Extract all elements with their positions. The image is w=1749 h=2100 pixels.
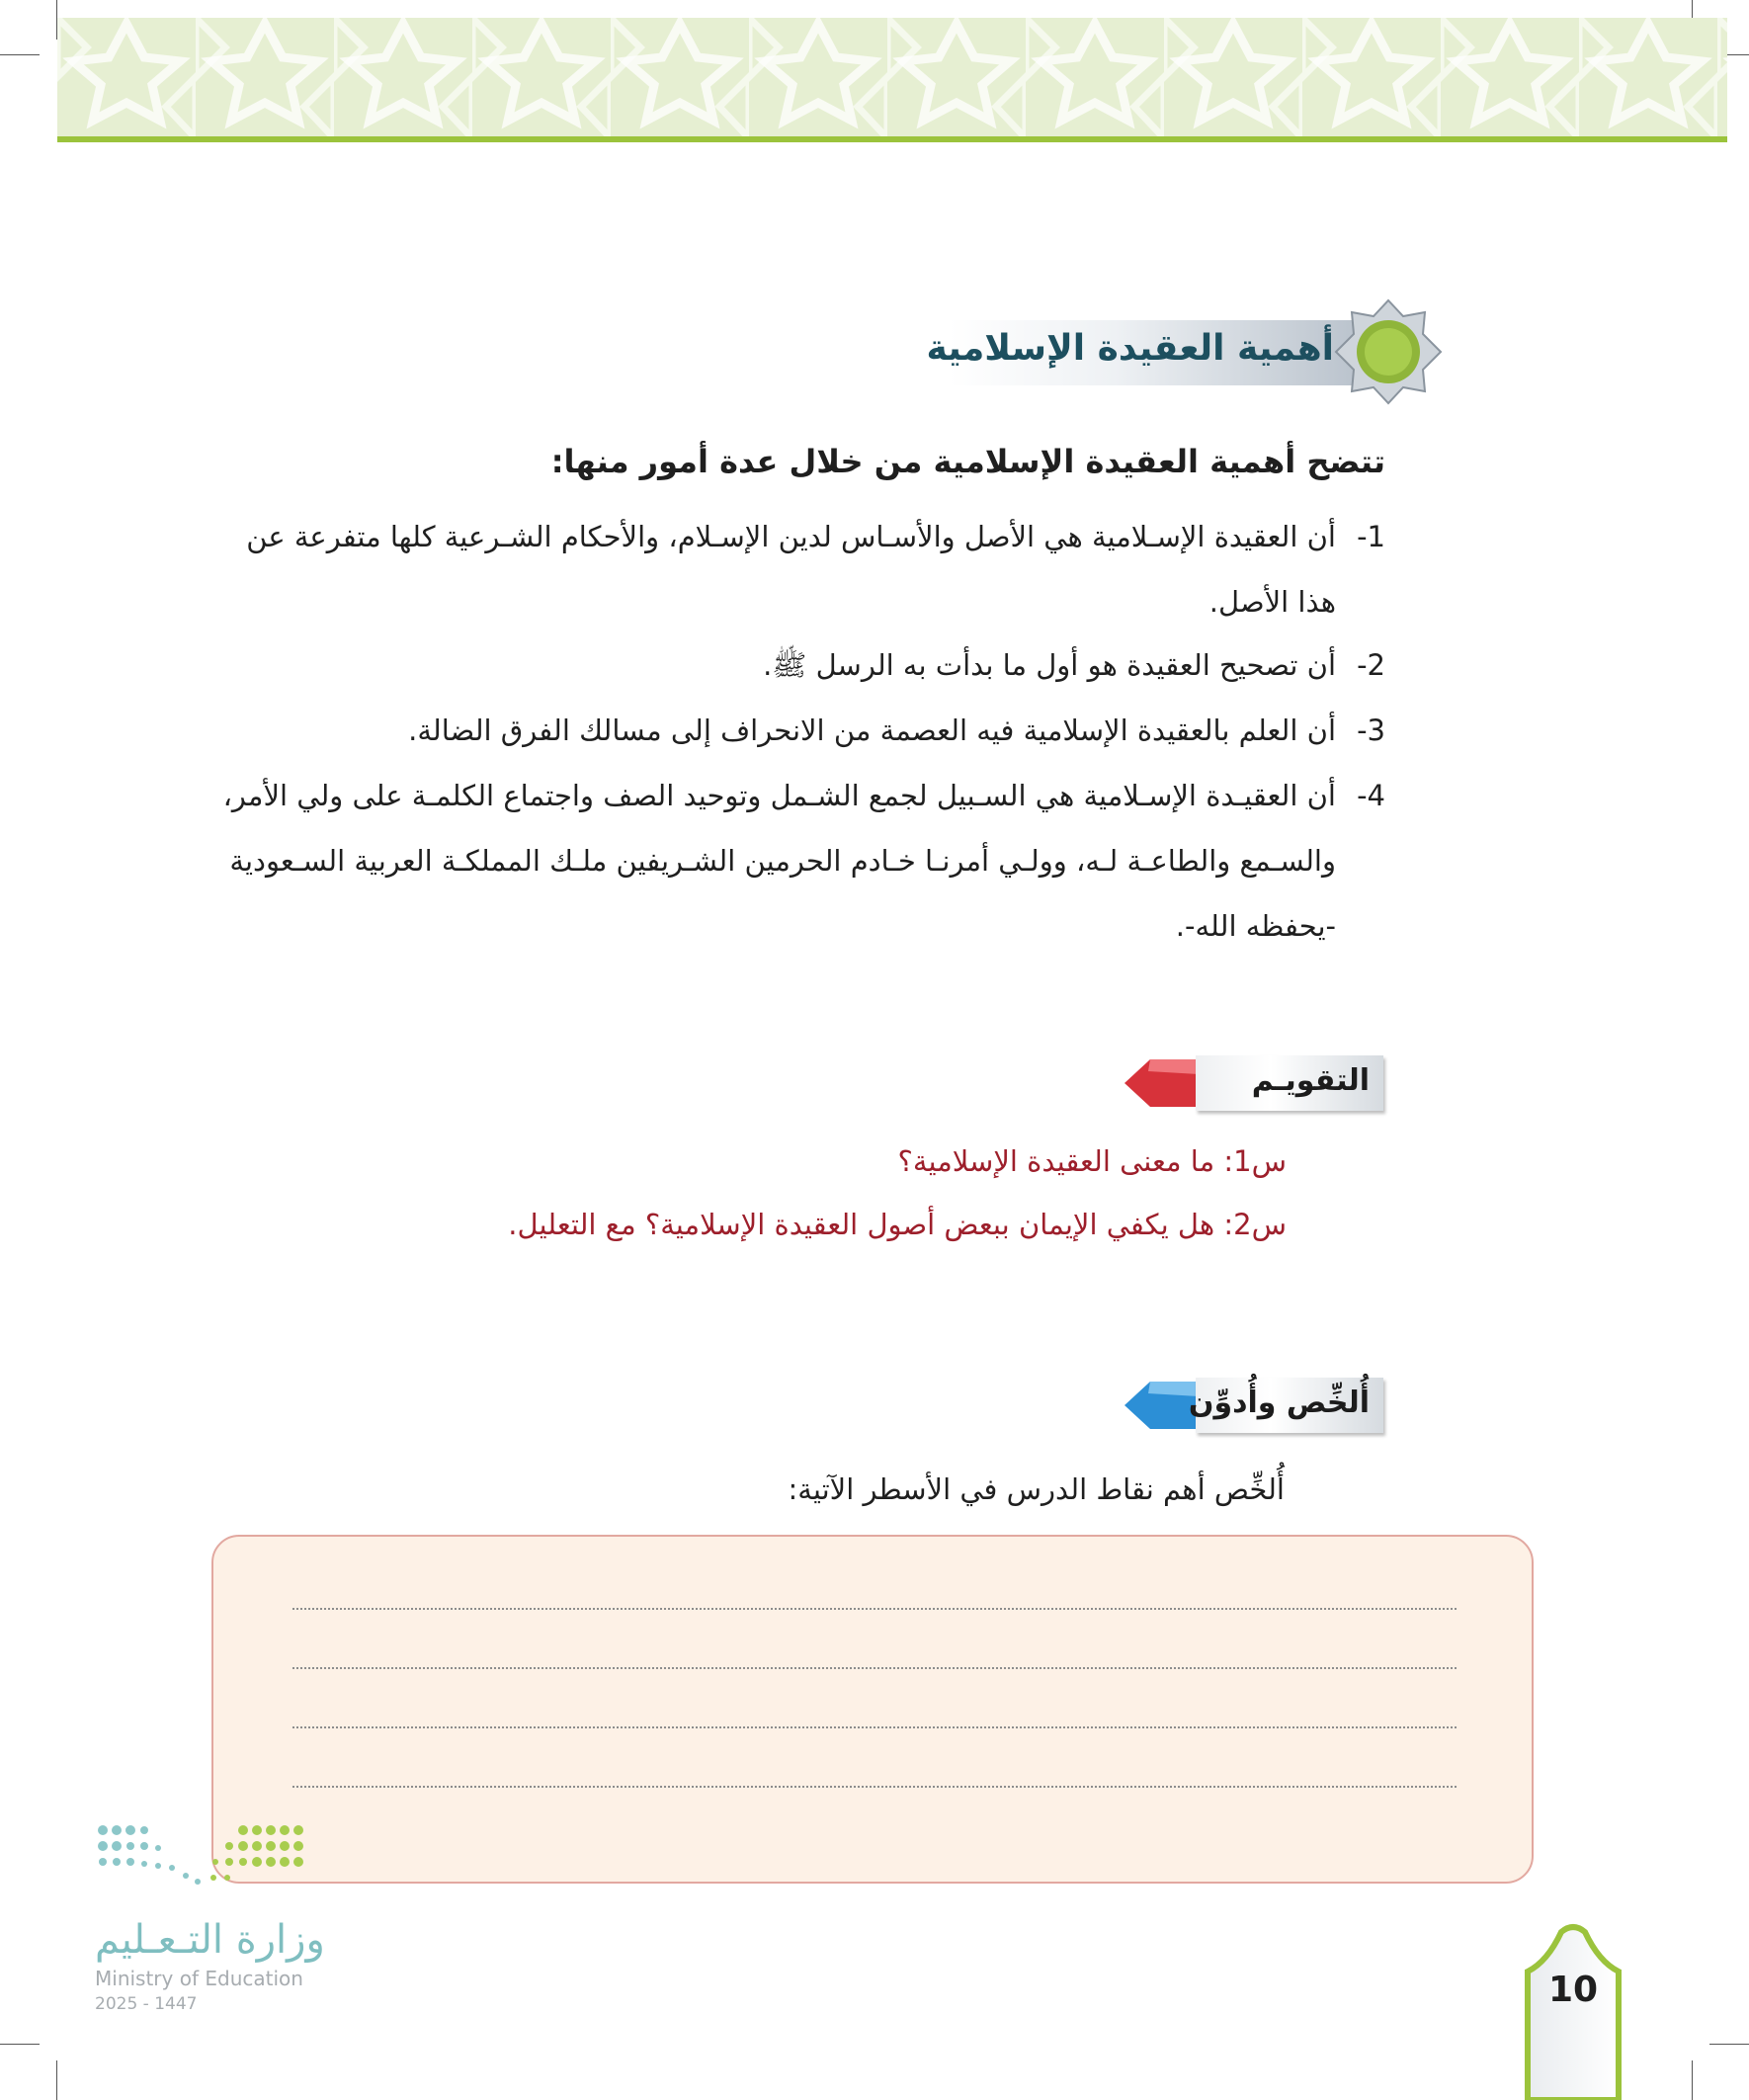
writing-line[interactable] bbox=[292, 1786, 1457, 1788]
arch-shape-icon bbox=[1522, 1922, 1624, 2100]
list-item bbox=[219, 632, 1385, 698]
list-text: -يحفظه الله-. bbox=[1175, 909, 1336, 943]
list-item bbox=[219, 504, 1385, 634]
banner-divider bbox=[57, 136, 1727, 142]
list-number: 3- bbox=[1357, 714, 1385, 747]
list-text: أن تصحيح العقيدة هو أول ما بدأت به الرسل ﷺ. bbox=[763, 648, 1336, 682]
list-item bbox=[219, 763, 1385, 959]
intro-text: تتضح أهمية العقيدة الإسلامية من خلال عدة أمور منها: bbox=[550, 443, 1385, 480]
list-text: أن العقيـدة الإسـلامية هي السـبيل لجمع الشـمل وتوحيد الصف واجتماع الكلمـة على ولي الأمر، bbox=[222, 779, 1336, 812]
section-title: أهمية العقيدة الإسلامية bbox=[926, 328, 1334, 369]
crop-mark bbox=[0, 2044, 40, 2045]
summary-title: أُلخِّص وأُدوِّن bbox=[1188, 1386, 1370, 1420]
crop-mark bbox=[56, 2060, 57, 2100]
ministry-logo bbox=[95, 1818, 352, 2046]
page-number: 10 bbox=[1547, 1970, 1599, 2010]
ministry-name-ar: وزارة التـعـليم bbox=[95, 1917, 325, 1963]
section-heading bbox=[926, 298, 1443, 405]
question-2: س2: هل يكفي الإيمان ببعض أصول العقيدة الإسلامية؟ مع التعليل. bbox=[508, 1208, 1287, 1241]
summary-tag bbox=[1124, 1378, 1383, 1433]
writing-line[interactable] bbox=[292, 1726, 1457, 1728]
list-text: أن العلم بالعقيدة الإسلامية فيه العصمة من الانحراف إلى مسالك الفرق الضالة. bbox=[408, 714, 1336, 747]
list-item bbox=[219, 698, 1385, 763]
summary-writing-box[interactable] bbox=[211, 1535, 1534, 1884]
edition-year: 2025 - 1447 bbox=[95, 1994, 198, 2014]
writing-line[interactable] bbox=[292, 1667, 1457, 1669]
list-number: 2- bbox=[1357, 648, 1385, 682]
summary-instruction: أُلخِّص أهم نقاط الدرس في الأسطر الآتية: bbox=[788, 1472, 1285, 1506]
list-number: 4- bbox=[1357, 779, 1385, 812]
geometric-pattern bbox=[57, 18, 1727, 138]
list-text: أن العقيدة الإسـلامية هي الأصل والأسـاس لدين الإسـلام، والأحكام الشـرعية كلها متفرعة عن bbox=[246, 520, 1336, 553]
dots-logo-icon bbox=[95, 1818, 312, 1897]
star-ornament-icon bbox=[1334, 298, 1443, 405]
writing-line[interactable] bbox=[292, 1608, 1457, 1610]
header-banner bbox=[57, 18, 1727, 138]
question-1: س1: ما معنى العقيدة الإسلامية؟ bbox=[897, 1144, 1287, 1178]
evaluation-title: التقويـم bbox=[1251, 1063, 1370, 1098]
list-number: 1- bbox=[1357, 520, 1385, 553]
ministry-name-en: Ministry of Education bbox=[95, 1967, 303, 1990]
list-text: والسـمع والطاعـة لـه، وولـي أمرنـا خـادم الحرمين الشـريفين ملـك المملكـة العربية السـعودية bbox=[229, 844, 1336, 878]
crop-mark bbox=[0, 54, 40, 55]
evaluation-tag bbox=[1124, 1055, 1383, 1111]
list-text: هذا الأصل. bbox=[1208, 585, 1336, 619]
crop-mark bbox=[1709, 2044, 1749, 2045]
crop-mark bbox=[1692, 2060, 1693, 2100]
page-number-tab bbox=[1522, 1922, 1624, 2100]
